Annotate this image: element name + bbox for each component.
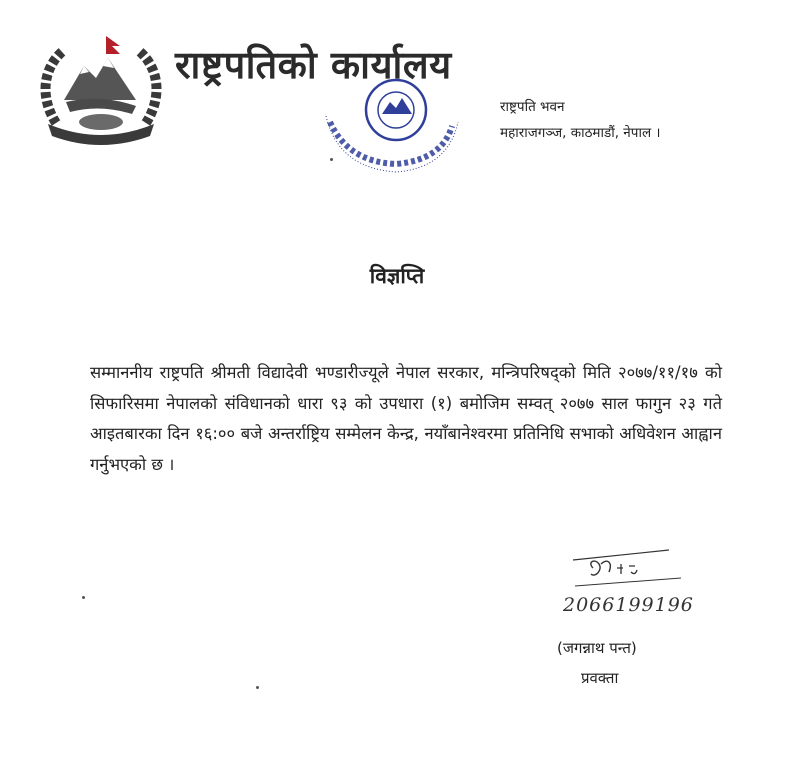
signature-block [545,548,745,698]
office-title: राष्ट्रपतिको कार्यालय [175,43,452,87]
address-line-building: राष्ट्रपति भवन [500,99,565,115]
scan-speck [82,596,85,599]
notice-body: सम्माननीय राष्ट्रपति श्रीमती विद्यादेवी भण्डारीज्यूले नेपाल सरकार, मन्त्रिपरिषद्को मिति २०७७/११/१७ को सिफारिसमा नेपालको संविधानको धारा ९३ को उपधारा (१) बमोजिम सम्वत् २०७७ साल फागुन २३ गते आइतबारका दिन १६:०० बजे अन्तर्राष्ट्रिय सम्मेलन केन्द्र, नयाँबानेश्वरमा प्रतिनिधि सभाको अधिवेशन आह्वान गर्नुभएको छ । [90,363,722,474]
office-stamp-icon [318,76,468,176]
scan-speck [256,686,259,689]
scan-speck [330,158,333,161]
address-line-city: महाराजगञ्ज, काठमाडौं, नेपाल । [500,125,661,141]
address-block [500,94,661,146]
notice-heading: विज्ञप्ति [369,264,425,288]
signature-number: 2066199196 [563,594,694,616]
signature-scrawl [565,548,705,598]
nepal-emblem-icon [36,28,166,148]
signatory-name: (जगन्नाथ पन्त) [557,639,637,657]
signatory-title: प्रवक्ता [581,669,619,687]
